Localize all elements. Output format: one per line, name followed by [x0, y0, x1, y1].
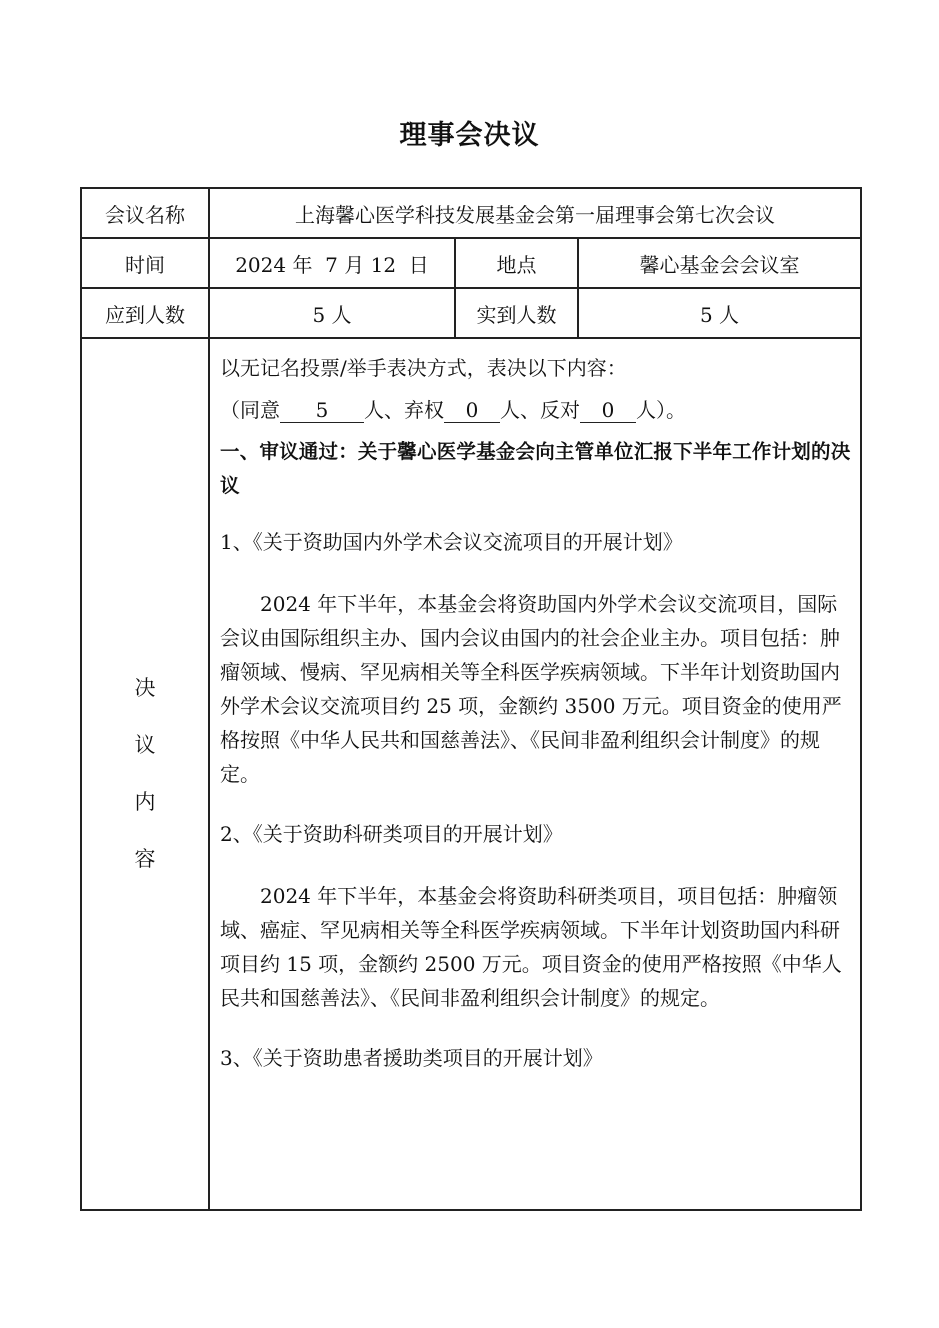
oppose-count: 0 — [580, 398, 636, 423]
vote-close: 人）。 — [636, 398, 686, 422]
vote-abstain-label: 人、弃权 — [364, 398, 444, 422]
abstain-count: 0 — [444, 398, 500, 423]
resolution-content-label — [81, 338, 209, 1210]
item-title: 2、《关于资助科研类项目的开展计划》 — [220, 822, 563, 846]
item-title: 1、《关于资助国内外学术会议交流项目的开展计划》 — [220, 530, 683, 554]
item-body: 2024 年下半年，本基金会将资助科研类项目，项目包括：肿瘤领域、癌症、罕见病相关等全科医学疾病领域。下半年计划资助国内科研项目约 15 项，金额约 2500 万元。项目资金的使用严格按照《中华人民共和国慈善法》、《民间非盈利组织会计制度》的规定。 — [220, 884, 842, 1010]
agree-count: 5 — [280, 398, 364, 423]
place-label: 地点 — [455, 238, 578, 288]
vote-result — [220, 393, 852, 427]
meeting-name-row — [81, 188, 861, 238]
meeting-name-value: 上海馨心医学科技发展基金会第一届理事会第七次会议 — [209, 188, 861, 238]
resolution-row — [81, 338, 861, 1210]
resolution-heading: 一、审议通过：关于馨心医学基金会向主管单位汇报下半年工作计划的决议 — [220, 440, 851, 497]
attendance-row — [81, 288, 861, 338]
expected-label: 应到人数 — [81, 288, 209, 338]
time-value: 2024 年 7 月 12 日 — [209, 238, 455, 288]
actual-label: 实到人数 — [455, 288, 578, 338]
voting-method: 以无记名投票/举手表决方式，表决以下内容： — [220, 356, 627, 380]
label-char: 容 — [134, 847, 156, 871]
vote-open: （同意 — [220, 398, 280, 422]
label-char: 内 — [134, 790, 156, 814]
document-title: 理事会决议 — [399, 120, 540, 151]
resolution-table — [80, 187, 862, 1211]
actual-value: 5 人 — [578, 288, 861, 338]
place-value: 馨心基金会会议室 — [578, 238, 861, 288]
label-char: 决 — [134, 676, 156, 700]
vote-oppose-label: 人、反对 — [500, 398, 580, 422]
meeting-name-label: 会议名称 — [81, 188, 209, 238]
time-label: 时间 — [81, 238, 209, 288]
item-title: 3、《关于资助患者援助类项目的开展计划》 — [220, 1046, 603, 1070]
resolution-content — [209, 338, 861, 1210]
item-body: 2024 年下半年，本基金会将资助国内外学术会议交流项目，国际会议由国际组织主办、国内会议由国内的社会企业主办。项目包括：肿瘤领域、慢病、罕见病相关等全科医学疾病领域。下半年计划资助国内外学术会议交流项目约 25 项，金额约 3500 万元。项目资金的使用严格按照《中华人民共和国慈善法》、《民间非盈利组织会计制度》的规定。 — [220, 592, 842, 786]
time-place-row — [81, 238, 861, 288]
label-char: 议 — [134, 733, 156, 757]
expected-value: 5 人 — [209, 288, 455, 338]
